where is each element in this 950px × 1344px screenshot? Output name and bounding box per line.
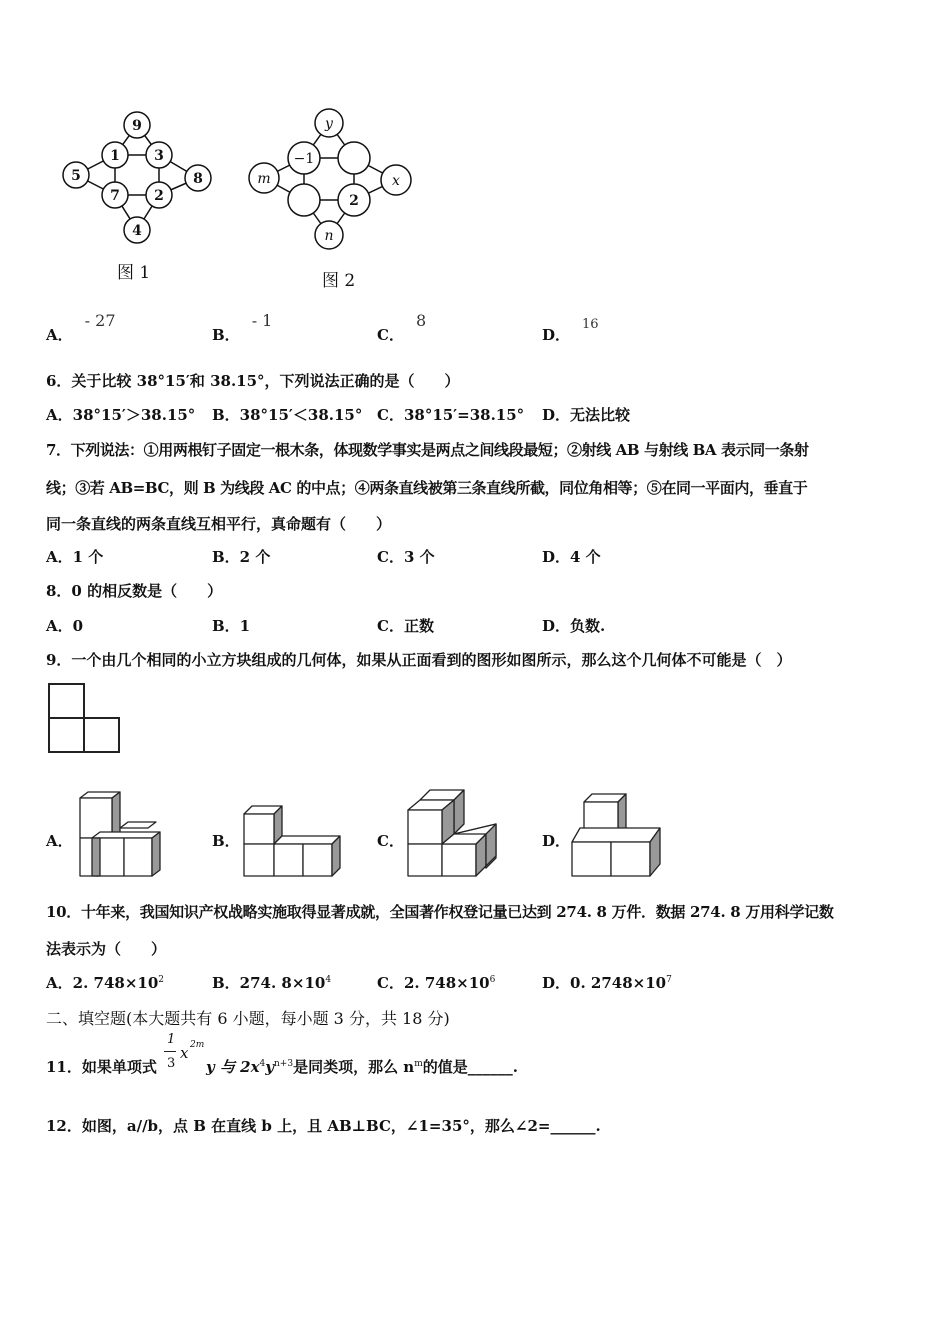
fig2-label: y [325, 116, 333, 132]
q11-y-exponent: n+3 [274, 1059, 294, 1069]
q11-suffix-2: 的值是______. [422, 1058, 518, 1076]
section-2-title: 二、填空题(本大题共有 6 小题，每小题 3 分，共 18 分) [46, 1009, 450, 1028]
option-value: - 1 [251, 311, 273, 330]
q9-option-c-solid [406, 788, 500, 880]
option-text: C．2. 748×10 [377, 974, 490, 992]
q7-option-d: D．4 个 [542, 548, 601, 566]
q8-option-b: B．1 [212, 617, 251, 635]
option-letter: B． [212, 326, 240, 344]
q8-option-c: C．正数 [377, 617, 434, 635]
q9-option-d-solid [570, 792, 662, 880]
option-text: D．0. 2748×10 [542, 974, 667, 992]
fig2-label: x [392, 173, 400, 189]
option-letter: A． [46, 326, 73, 344]
q11-x-exponent: 2m [190, 1040, 205, 1050]
fig2-node-blank-bottom-left [288, 184, 320, 216]
fig1-label: 4 [132, 223, 142, 239]
q11-fraction-denominator: 3 [167, 1056, 176, 1071]
option-text: B．274. 8×10 [212, 974, 326, 992]
q11-prefix: 11．如果单项式 [46, 1058, 157, 1076]
fig1-label: 5 [71, 168, 81, 184]
q11-fraction-numerator: 1 [167, 1032, 176, 1047]
option-exponent: 4 [325, 975, 332, 985]
figure-1-caption: 图 1 [117, 263, 151, 283]
q6-option-d: D．无法比较 [542, 406, 631, 424]
option-exponent: 7 [666, 975, 672, 985]
fig2-label: −1 [293, 151, 315, 167]
option-value: - 27 [84, 311, 116, 330]
option-letter: D． [542, 326, 571, 344]
option-value: 16 [582, 317, 599, 332]
fig2-node-blank-top-right [338, 142, 370, 174]
figure-1-diagram [56, 108, 226, 248]
q7-option-c: C．3 个 [377, 548, 435, 566]
q10-option-b [212, 972, 331, 993]
fig1-label: 3 [154, 148, 164, 164]
fig1-label: 7 [110, 188, 120, 204]
figure-2-caption: 图 2 [322, 271, 356, 291]
fig2-label: n [324, 228, 334, 244]
q9-front-view [46, 682, 122, 754]
q7-line-1: 7．下列说法：①用两根钉子固定一根木条，体现数学事实是两点之间线段最短；②射线 AB 与射线 BA 表示同一条射 [46, 441, 809, 459]
q10-option-a [46, 972, 164, 993]
fig1-label: 2 [154, 188, 164, 204]
option-letter: C． [377, 326, 404, 344]
q9-option-a-label: A． [46, 832, 73, 850]
q8-option-d: D．负数. [542, 617, 606, 635]
q5-option-d [542, 317, 599, 345]
q11-mid-text: y 与 2x [206, 1058, 260, 1076]
q7-option-b: B．2 个 [212, 548, 271, 566]
figure-2-diagram [244, 108, 416, 254]
fig1-label: 8 [193, 171, 203, 187]
q5-option-b [212, 311, 273, 345]
q11-middle [206, 1056, 518, 1077]
q11-fraction-bar [164, 1051, 176, 1052]
option-exponent: 2 [158, 975, 165, 985]
q7-line-2: 线；③若 AB=BC，则 B 为线段 AC 的中点；④两条直线被第三条直线所截，同位角相等；⑤在同一平面内，垂直于 [46, 479, 808, 497]
q7-option-a: A．1 个 [46, 548, 104, 566]
q6-option-c: C．38°15′=38.15° [377, 406, 525, 424]
q10-option-d [542, 972, 672, 993]
q9-option-a-solid [76, 790, 164, 880]
fig1-label: 9 [132, 118, 142, 134]
q9-option-b-solid [242, 800, 342, 880]
option-exponent: 6 [489, 975, 496, 985]
q7-line-3: 同一条直线的两条直线互相平行，真命题有（ ） [46, 515, 392, 533]
q9-option-c-label: C． [377, 832, 404, 850]
q5-option-c [377, 311, 427, 345]
q11-suffix-1: 是同类项，那么 n [293, 1058, 415, 1076]
q10-option-c [377, 972, 495, 993]
q9-option-b-label: B． [212, 832, 240, 850]
q6-option-a: A．38°15′＞38.15° [46, 406, 196, 424]
fig2-label: 2 [349, 193, 359, 209]
q8-stem: 8．0 的相反数是（ ） [46, 582, 223, 600]
q11-m-exponent: m [414, 1059, 423, 1069]
option-value: 8 [415, 311, 427, 330]
option-text: A．2. 748×10 [46, 974, 159, 992]
q11-y-base: y [265, 1058, 274, 1076]
q9-stem: 9．一个由几个相同的小立方块组成的几何体，如果从正面看到的图形如图所示，那么这个几何体不可能是（ ） [46, 651, 792, 669]
q9-option-d-label: D． [542, 832, 571, 850]
fig1-label: 1 [110, 148, 120, 164]
q6-option-b: B．38°15′＜38.15° [212, 406, 363, 424]
q12-text: 12．如图，a//b，点 B 在直线 b 上，且 AB⊥BC，∠1=35°，那么∠2=______. [46, 1117, 601, 1135]
fig2-label: m [257, 171, 271, 187]
q8-option-a: A．0 [46, 617, 84, 635]
q11-x-base: x [180, 1044, 189, 1062]
q5-option-a [46, 311, 116, 345]
q11-exp-4: 4 [259, 1059, 266, 1069]
q10-line-2: 法表示为（ ） [46, 940, 167, 958]
q6-stem: 6．关于比较 38°15′和 38.15°，下列说法正确的是（ ） [46, 372, 460, 390]
q10-line-1: 10．十年来，我国知识产权战略实施取得显著成就，全国著作权登记量已达到 274. 8 万件．数据 274. 8 万用科学记数 [46, 903, 834, 921]
